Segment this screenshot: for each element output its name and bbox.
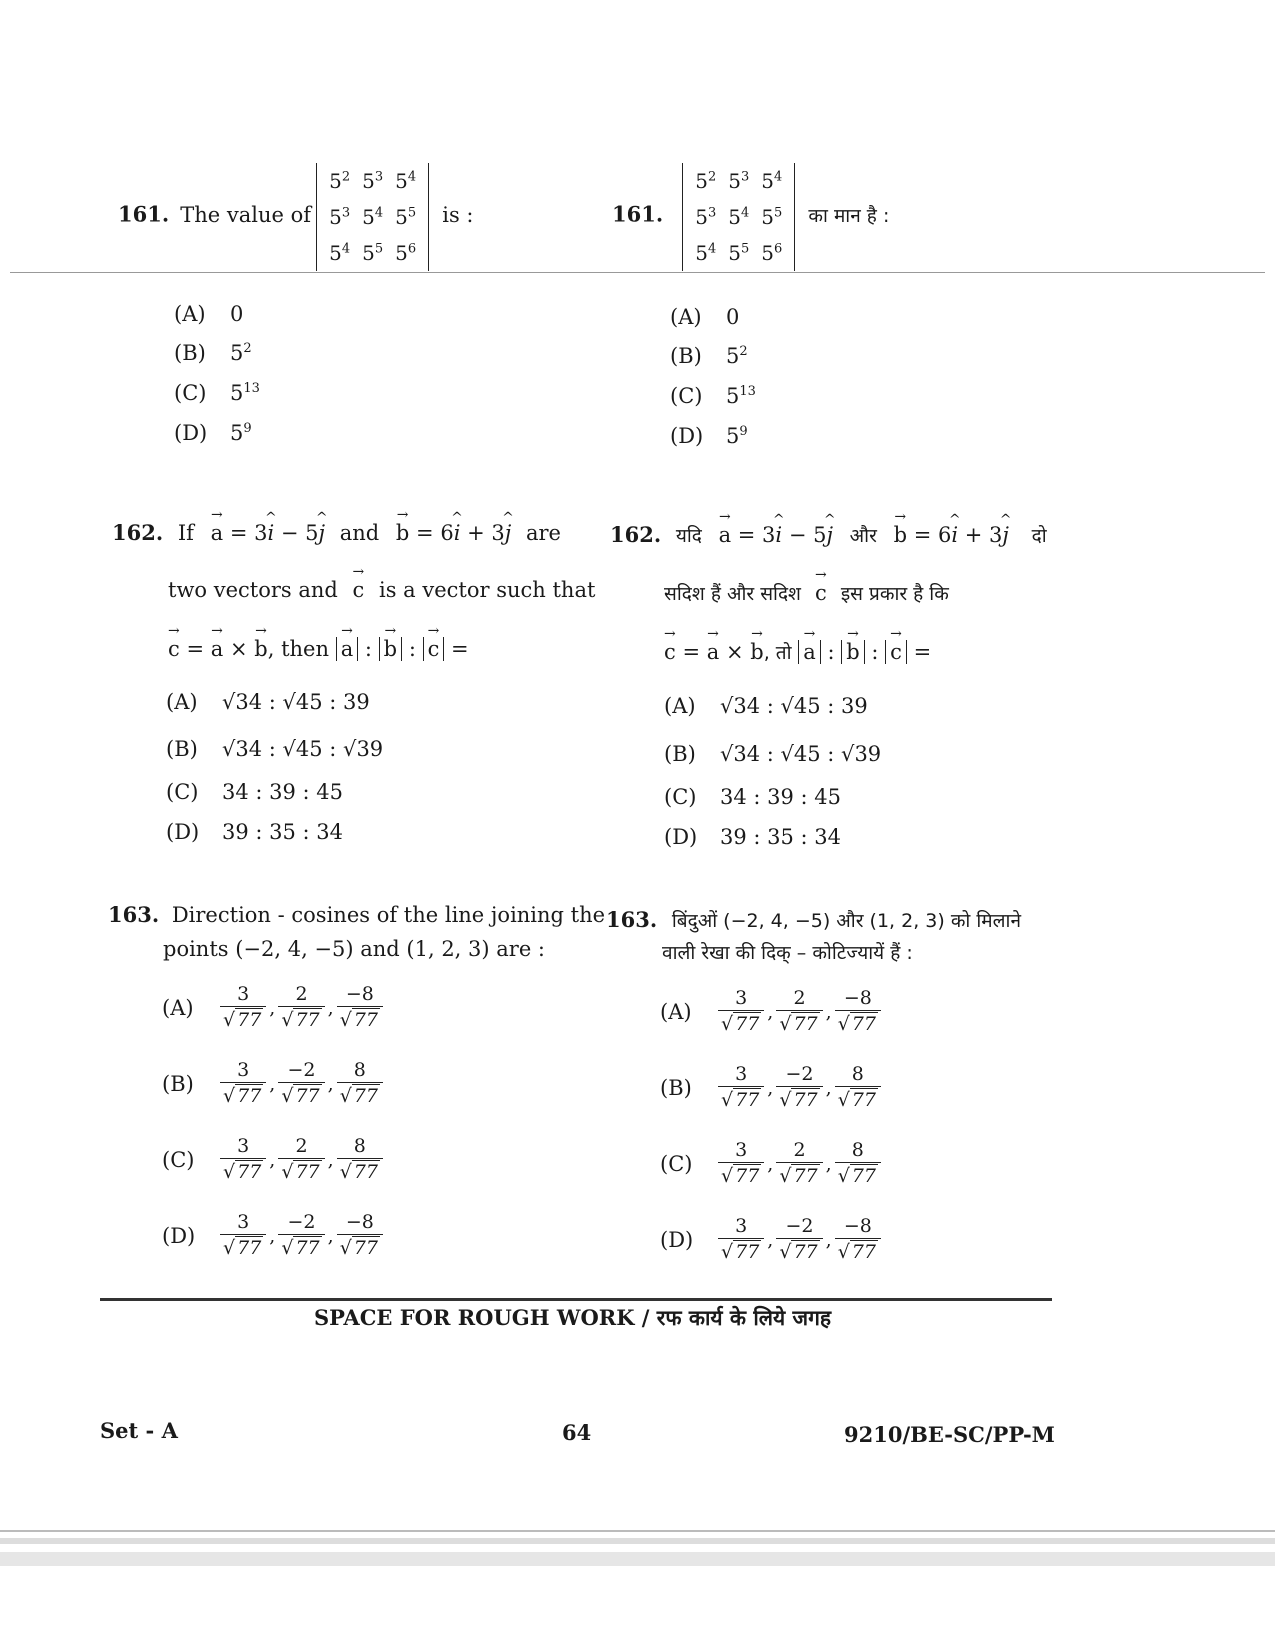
fraction: $\frac{2}{√ 77}$ (278, 1134, 324, 1185)
q163-en-stem-line2: points (−2, 4, −5) and (1, 2, 3) are : (163, 937, 545, 961)
option-d[interactable]: (D) $5^9$ (670, 424, 748, 448)
option-b[interactable]: (B) $5^2$ (174, 341, 252, 365)
fraction: $\frac{8}{√ 77}$ (337, 1058, 383, 1109)
question-number: 161. (118, 201, 170, 227)
fraction: $\frac{2}{√ 77}$ (278, 982, 324, 1033)
option-c[interactable]: (C) 34 : 39 : 45 (664, 785, 842, 809)
question-number: 163. (606, 907, 658, 932)
option-b[interactable]: (B) √34 : √45 : √39 (664, 742, 882, 766)
fraction: $\frac{-2}{√ 77}$ (278, 1210, 324, 1261)
fraction: $\frac{3}{√ 77}$ (220, 982, 266, 1033)
option-c[interactable]: (C) $\frac{3}{√ 77}$ , $\frac{2}{√ 77}$ , $\frac{8}{√ 77}$ (660, 1138, 883, 1189)
question-text: का मान है : (808, 204, 890, 227)
fraction: $\frac{-8}{√ 77}$ (835, 1214, 881, 1265)
question-number: 162. (610, 522, 662, 547)
vector-a: → a (211, 516, 224, 550)
q163-hi-stem: 163. बिंदुओं (−2, 4, −5) और (1, 2, 3) को मिलाने (606, 907, 1022, 932)
option-a[interactable]: (A) √34 : √45 : 39 (166, 690, 370, 714)
fraction: $\frac{-2}{√ 77}$ (776, 1214, 822, 1265)
option-a[interactable]: (A) 0 (174, 302, 244, 326)
q162-en-line2: two vectors and → c is a vector such that (168, 573, 595, 607)
question-text: is : (442, 202, 474, 227)
question-text: The value of (180, 202, 312, 227)
determinant: $5^2$ $5^3$ $5^4$ $5^3$ $5^4$ $5^5$ $5^4$ $5^5$ $5^6$ (316, 163, 429, 271)
option-c[interactable]: (C) $\frac{3}{√ 77}$ , $\frac{2}{√ 77}$ , $\frac{8}{√ 77}$ (162, 1134, 385, 1185)
set-label: Set - A (100, 1418, 178, 1443)
fraction: $\frac{-2}{√ 77}$ (278, 1058, 324, 1109)
q161-en-stem (118, 163, 474, 271)
rough-work-rule (100, 1298, 1052, 1301)
option-c[interactable]: (C) 34 : 39 : 45 (166, 780, 344, 804)
option-d[interactable]: (D) $5^9$ (174, 421, 252, 445)
question-number: 163. (108, 902, 160, 927)
option-b[interactable]: (B) $\frac{3}{√ 77}$ , $\frac{-2}{√ 77}$ , $\frac{8}{√ 77}$ (162, 1058, 385, 1109)
fraction: $\frac{-2}{√ 77}$ (776, 1062, 822, 1113)
determinant: $5^2$ $5^3$ $5^4$ $5^3$ $5^4$ $5^5$ $5^4$ $5^5$ $5^6$ (682, 163, 795, 271)
option-b[interactable]: (B) √34 : √45 : √39 (166, 737, 384, 761)
option-a[interactable]: (A) $\frac{3}{√ 77}$ , $\frac{2}{√ 77}$ , $\frac{-8}{√ 77}$ (660, 986, 883, 1037)
question-number: 161. (612, 201, 664, 227)
option-c[interactable]: (C) $5^{13}$ (174, 381, 260, 405)
option-b[interactable]: (B) $\frac{3}{√ 77}$ , $\frac{-2}{√ 77}$ , $\frac{8}{√ 77}$ (660, 1062, 883, 1113)
fraction: $\frac{8}{√ 77}$ (835, 1062, 881, 1113)
option-c[interactable]: (C) $5^{13}$ (670, 384, 756, 408)
rough-work-label: SPACE FOR ROUGH WORK / रफ कार्य के लिये जगह (314, 1305, 832, 1330)
fraction: $\frac{3}{√ 77}$ (220, 1210, 266, 1261)
fraction: $\frac{3}{√ 77}$ (718, 1138, 764, 1189)
q162-hi-line2: सदिश हैं और सदिश → c इस प्रकार है कि (664, 576, 949, 611)
q163-hi-stem-line2: वाली रेखा की दिक् – कोटिज्यायें हैं : (662, 942, 913, 964)
vector-b: → b (396, 516, 409, 550)
fraction: $\frac{2}{√ 77}$ (776, 1138, 822, 1189)
q162-en-line1: 162. If → a = 3^ i − 5^ j and → b = 6^ i + 3^ j are (112, 516, 561, 550)
q162-hi-line3: → c = → a × → b, तो → a : → b : → c = (664, 635, 931, 670)
q162-hi-line1: 162. यदि → a = 3^ i − 5^ j और → b = 6^ i + 3^ j दो (610, 518, 1047, 553)
fraction: $\frac{-8}{√ 77}$ (835, 986, 881, 1037)
fraction: $\frac{3}{√ 77}$ (718, 1062, 764, 1113)
bottom-rule (0, 1552, 1275, 1566)
divider (10, 272, 1265, 273)
page-number: 64 (562, 1420, 592, 1445)
fraction: $\frac{3}{√ 77}$ (220, 1134, 266, 1185)
option-a[interactable]: (A) $\frac{3}{√ 77}$ , $\frac{2}{√ 77}$ , $\frac{-8}{√ 77}$ (162, 982, 385, 1033)
option-d[interactable]: (D) 39 : 35 : 34 (166, 820, 344, 844)
option-a[interactable]: (A) 0 (670, 305, 740, 329)
fraction: $\frac{-8}{√ 77}$ (337, 982, 383, 1033)
fraction: $\frac{3}{√ 77}$ (220, 1058, 266, 1109)
option-b[interactable]: (B) $5^2$ (670, 344, 748, 368)
option-d[interactable]: (D) $\frac{3}{√ 77}$ , $\frac{-2}{√ 77}$ , $\frac{-8}{√ 77}$ (660, 1214, 883, 1265)
q162-en-line3: → c = → a × → b, then → a : → b : → c = (168, 632, 469, 666)
fraction: $\frac{8}{√ 77}$ (337, 1134, 383, 1185)
q161-hi-stem (612, 163, 889, 271)
option-d[interactable]: (D) $\frac{3}{√ 77}$ , $\frac{-2}{√ 77}$ , $\frac{-8}{√ 77}$ (162, 1210, 385, 1261)
q163-en-stem: 163. Direction - cosines of the line joining the (108, 902, 606, 927)
paper-code: 9210/BE-SC/PP-M (844, 1422, 1055, 1447)
question-number: 162. (112, 520, 164, 545)
option-a[interactable]: (A) √34 : √45 : 39 (664, 694, 868, 718)
bottom-rule (0, 1538, 1275, 1544)
bottom-rule (0, 1530, 1275, 1532)
fraction: $\frac{-8}{√ 77}$ (337, 1210, 383, 1261)
fraction: $\frac{8}{√ 77}$ (835, 1138, 881, 1189)
fraction: $\frac{2}{√ 77}$ (776, 986, 822, 1037)
fraction: $\frac{3}{√ 77}$ (718, 986, 764, 1037)
option-d[interactable]: (D) 39 : 35 : 34 (664, 825, 842, 849)
fraction: $\frac{3}{√ 77}$ (718, 1214, 764, 1265)
